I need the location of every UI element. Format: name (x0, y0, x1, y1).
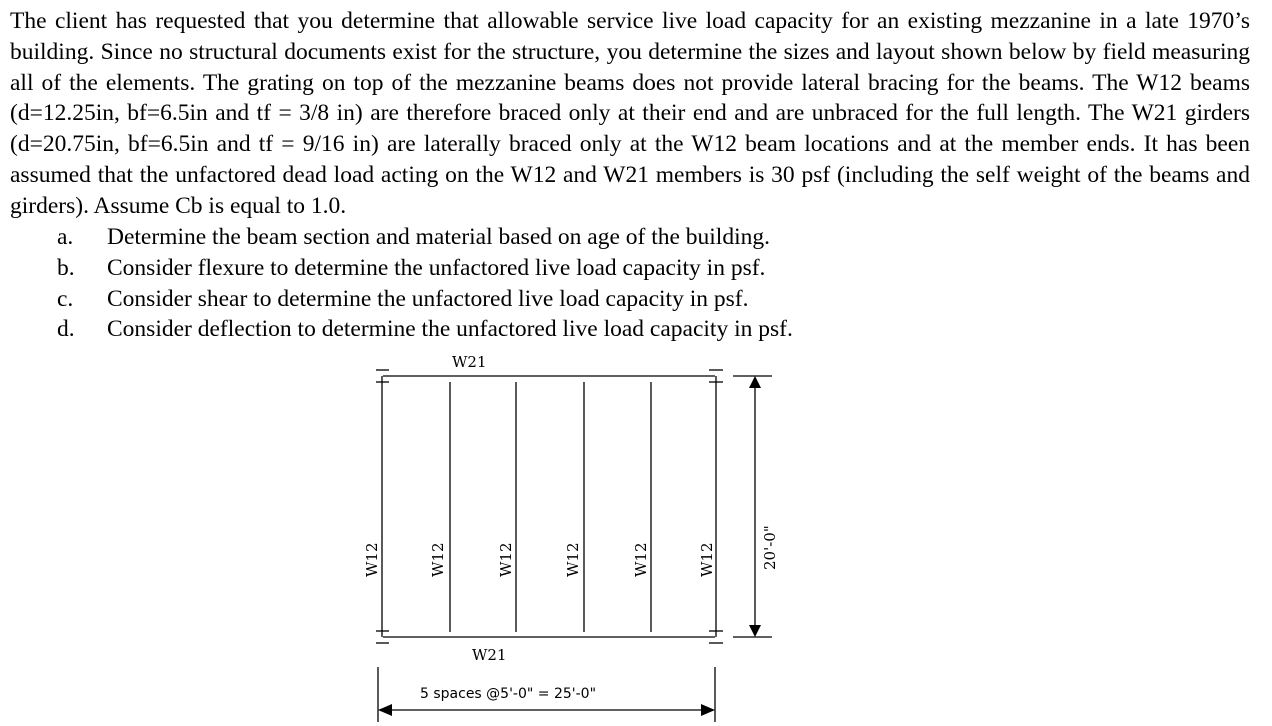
beam-label: W12 (632, 542, 650, 577)
arrow-head-right (701, 704, 715, 716)
framing-plan-diagram (340, 345, 800, 726)
item-text: Consider shear to determine the unfactored live load capacity in psf. (107, 285, 749, 312)
item-text: Consider deflection to determine the unfactored live load capacity in psf. (107, 316, 793, 343)
item-text: Determine the beam section and material based on age of the building. (107, 224, 770, 250)
height-dimension-label: 20'-0" (761, 525, 779, 570)
arrow-head-down (749, 625, 761, 637)
problem-statement: The client has requested that you determine that allowable service live load capacity for an existing mezzanine in a late 1970’s building. Since no structural documents exist for the structure, you determine the sizes and layout shown below by field measuring all of the elements. The grating on top of the mezzanine beams does not provide lateral bracing for the beams. The W12 beams (d=12.25in, bf=6.5in and tf = 3/8 in) are therefore braced only at their end and are unbraced for the full length. The W21 girders (d=20.75in, bf=6.5in and tf = 9/16 in) are laterally braced only at the W12 beam locations and at the member ends. It has been assumed that the unfactored dead load acting on the W12 and W21 members is 30 psf (including the self weight of the beams and girders). Assume Cb is equal to 1.0. (10, 8, 1250, 219)
item-marker: a. (57, 224, 74, 250)
beam-label: W12 (497, 542, 515, 577)
beam-label: W12 (429, 542, 447, 577)
arrow-head-up (749, 376, 761, 388)
list-item (57, 253, 793, 284)
item-marker: b. (57, 254, 75, 281)
beam-label: W12 (363, 542, 381, 577)
beam-label: W12 (564, 542, 582, 577)
list-item (57, 314, 793, 345)
item-text: Consider flexure to determine the unfactored live load capacity in psf. (107, 254, 766, 281)
item-marker: d. (57, 316, 75, 343)
beam-label: W12 (698, 542, 716, 577)
arrow-head-left (378, 704, 392, 716)
list-item (57, 222, 793, 253)
span-dimension-label: 5 spaces @5'-0" = 25'-0" (420, 686, 597, 702)
question-list (57, 222, 793, 345)
item-marker: c. (57, 285, 74, 312)
list-item (57, 284, 793, 315)
bottom-girder-label: W21 (472, 646, 507, 664)
top-girder-label: W21 (452, 353, 487, 371)
